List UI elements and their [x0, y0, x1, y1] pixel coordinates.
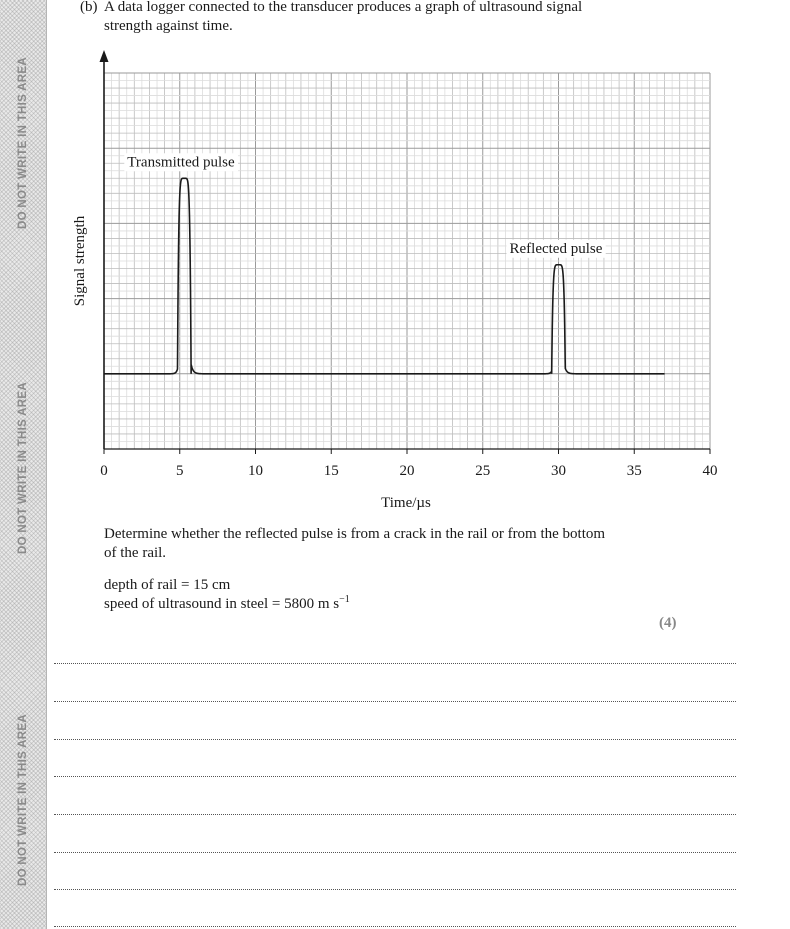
graph-paper-grid — [104, 73, 710, 449]
question-intro-line2: strength against time. — [104, 18, 233, 34]
x-tick-label: 5 — [176, 463, 184, 479]
y-axis-label: Signal strength — [72, 215, 88, 307]
x-tick-label: 25 — [475, 463, 491, 479]
answer-line[interactable] — [54, 701, 736, 702]
marks-indicator: (4) — [659, 615, 677, 631]
given-speed-text: speed of ultrasound in steel = 5800 m s — [104, 596, 340, 612]
x-tick-label: 10 — [248, 463, 263, 479]
given-speed — [104, 595, 350, 614]
x-tick-label: 40 — [702, 463, 718, 479]
task-line2: of the rail. — [104, 545, 167, 561]
answer-line[interactable] — [54, 889, 736, 890]
answer-line[interactable] — [54, 926, 736, 927]
given-depth: depth of rail = 15 cm — [104, 577, 231, 593]
do-not-write-margin: DO NOT WRITE IN THIS AREA DO NOT WRITE IN THIS AREA DO NOT WRITE IN THIS AREA — [0, 0, 47, 929]
answer-line[interactable] — [54, 663, 736, 664]
x-axis-label: Time/µs — [381, 495, 431, 511]
x-tick-label: 0 — [100, 463, 108, 479]
answer-line[interactable] — [54, 814, 736, 815]
answer-line[interactable] — [54, 739, 736, 740]
x-tick-labels — [100, 449, 717, 479]
answer-line[interactable] — [54, 852, 736, 853]
task-line1: Determine whether the reflected pulse is from a crack in the rail or from the bottom — [104, 526, 606, 542]
answer-line[interactable] — [54, 776, 736, 777]
question-part-label: (b) — [80, 0, 98, 15]
x-tick-label: 35 — [626, 463, 642, 479]
x-tick-label: 30 — [551, 463, 566, 479]
x-tick-label: 15 — [323, 463, 339, 479]
reflected-pulse-label: Reflected pulse — [509, 240, 603, 257]
question-intro-line1: A data logger connected to the transducer produces a graph of ultrasound signal — [104, 0, 583, 15]
transmitted-pulse-label: Transmitted pulse — [127, 154, 235, 171]
given-speed-exponent: −1 — [339, 594, 350, 605]
y-axis-arrow-icon — [100, 50, 109, 62]
x-tick-label: 20 — [399, 463, 415, 479]
